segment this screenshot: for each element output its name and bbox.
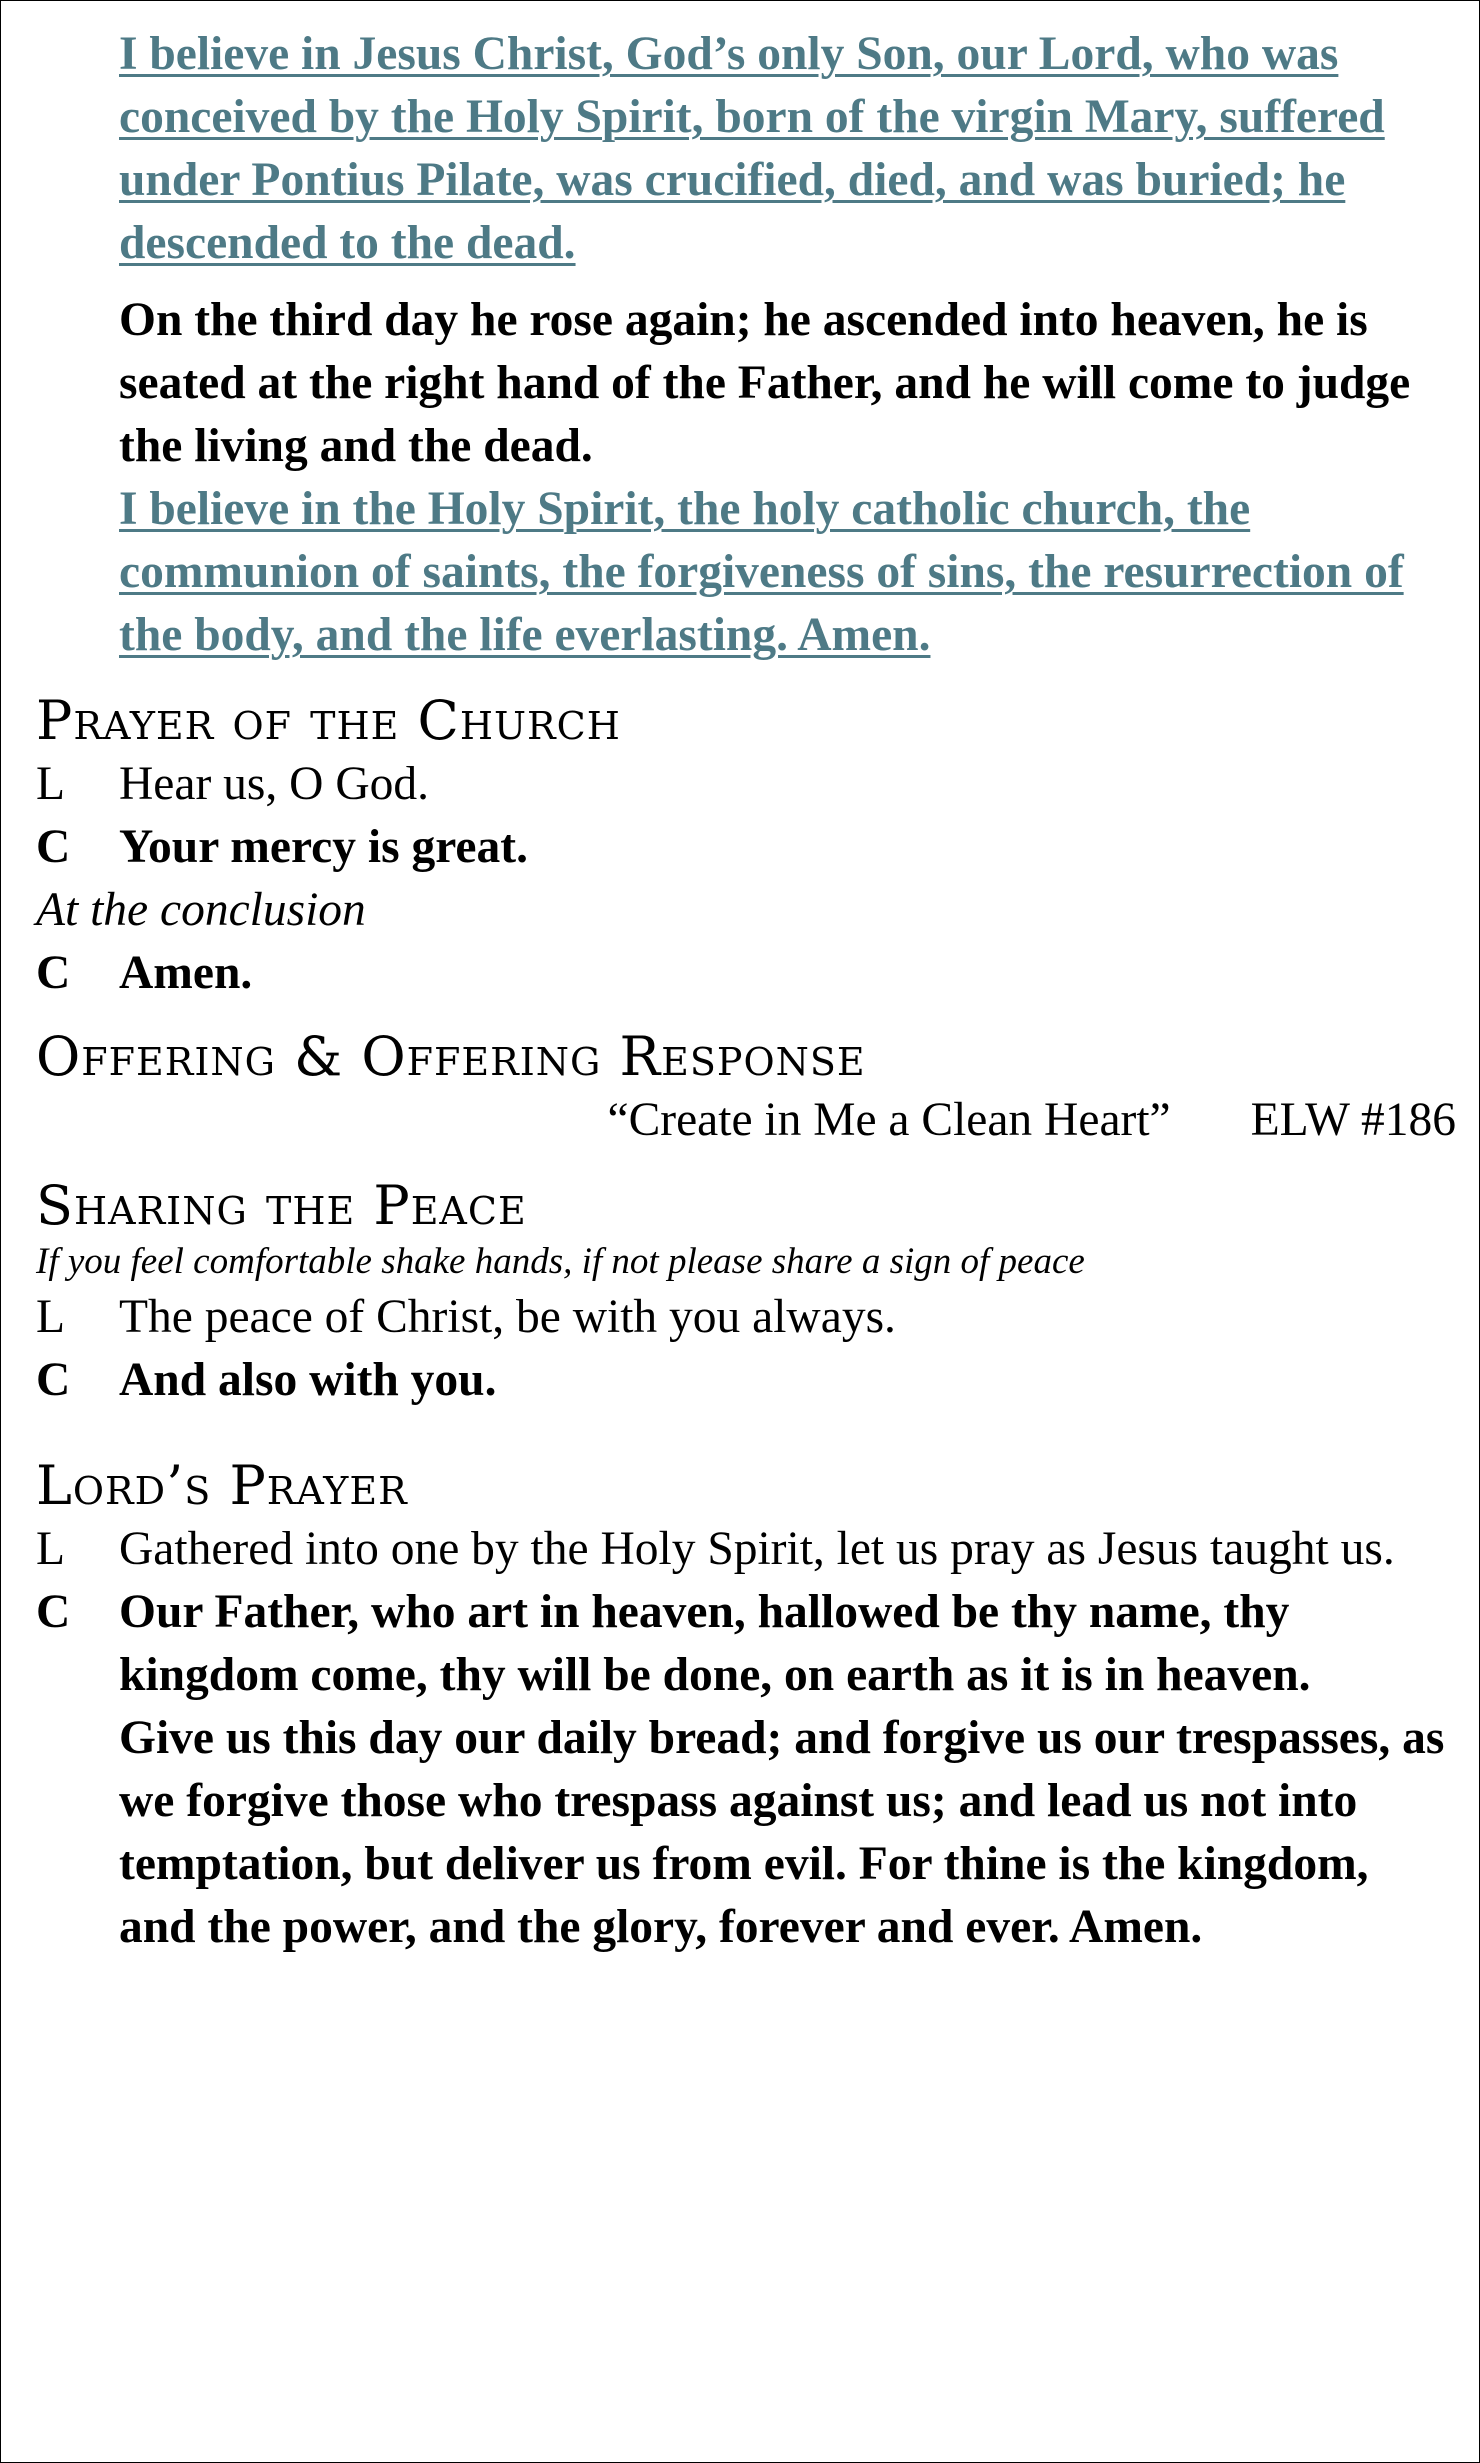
page-content bbox=[36, 23, 1456, 1959]
offering-heading: Offering & Offering Response bbox=[36, 1025, 866, 1088]
peace-heading: Sharing the Peace bbox=[36, 1174, 527, 1237]
leader-marker: L bbox=[36, 1291, 66, 1343]
lords-prayer-congregation-line bbox=[36, 1581, 1456, 1959]
creed-paragraph-jesus[interactable]: I believe in Jesus Christ, God’s only Son, our Lord, who was conceived by the Holy Spirit, born of the virgin Mary, suffered under Pontius Pilate, was crucified, died, and was buried; he descended to the dead. bbox=[119, 28, 1385, 269]
prayer-of-church-heading: Prayer of the Church bbox=[36, 689, 621, 752]
prayer-congregation-line bbox=[36, 816, 1456, 879]
congregation-marker: C bbox=[36, 1354, 71, 1406]
lords-prayer-part-2: Give us this day our daily bread; and forgive us our trespasses, as we forgive those who trespass against us; and lead us not into temptation, but deliver us from evil. For thine is the kingdom, and the power, and the glory, forever and ever. Amen. bbox=[119, 1712, 1445, 1953]
prayer-leader-line bbox=[36, 753, 1456, 816]
congregation-marker: C bbox=[36, 821, 71, 873]
congregation-marker: C bbox=[36, 947, 71, 999]
congregation-text bbox=[119, 1581, 1456, 1959]
leader-marker: L bbox=[36, 1523, 66, 1575]
leader-text: Gathered into one by the Holy Spirit, let us pray as Jesus taught us. bbox=[119, 1523, 1395, 1575]
lords-prayer-leader-line bbox=[36, 1518, 1456, 1581]
congregation-marker: C bbox=[36, 1586, 71, 1638]
peace-note: If you feel comfortable shake hands, if not please share a sign of peace bbox=[36, 1241, 1085, 1282]
leader-marker: L bbox=[36, 758, 66, 810]
peace-leader-line bbox=[36, 1286, 1456, 1349]
leader-text: The peace of Christ, be with you always. bbox=[119, 1291, 896, 1343]
creed-paragraph-holy-spirit[interactable]: I believe in the Holy Spirit, the holy catholic church, the communion of saints, the forgiveness of sins, the resurrection of the body, and the life everlasting. Amen. bbox=[119, 483, 1404, 661]
offering-hymn bbox=[36, 1089, 1456, 1152]
lords-prayer-part-1: Our Father, who art in heaven, hallowed be thy name, thy kingdom come, thy will be done, on earth as it is in heaven. bbox=[119, 1586, 1311, 1701]
prayer-amen-line bbox=[36, 942, 1456, 1005]
peace-congregation-line bbox=[36, 1349, 1456, 1412]
congregation-text: And also with you. bbox=[119, 1354, 497, 1406]
congregation-text: Your mercy is great. bbox=[119, 821, 528, 873]
lords-prayer-heading: Lord’s Prayer bbox=[36, 1454, 408, 1517]
leader-text: Hear us, O God. bbox=[119, 758, 430, 810]
creed-paragraph-resurrection: On the third day he rose again; he ascended into heaven, he is seated at the right hand of the Father, and he will come to judge the living and the dead. bbox=[119, 294, 1411, 472]
congregation-text: Amen. bbox=[119, 947, 253, 999]
hymn-number: ELW #186 bbox=[1250, 1094, 1456, 1146]
hymn-title: “Create in Me a Clean Heart” bbox=[607, 1094, 1171, 1146]
prayer-instruction: At the conclusion bbox=[36, 884, 366, 936]
